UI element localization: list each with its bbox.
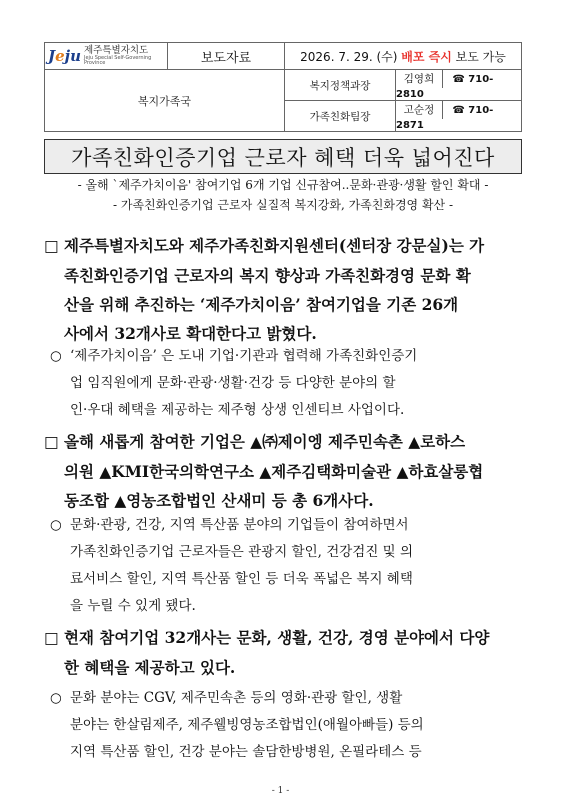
paragraph-line: 올해 새롭게 참여한 기업은 ▲㈜제이엥 제주민속촌 ▲로하스: [64, 432, 466, 451]
release-info: [285, 43, 522, 70]
headline: 가족친화인증기업 근로자 혜택 더욱 넓어진다: [44, 139, 522, 174]
press-header-table: [44, 42, 522, 132]
jeju-logo: [48, 46, 164, 66]
paragraph-line: 지역 특산품 할인, 건강 분야는 솔담한방병원, 온필라테스 등: [70, 744, 422, 760]
logo-name-en: Jeju Special Self-Governing Province: [84, 54, 152, 66]
square-bullet-icon: □: [44, 629, 59, 647]
doc-type: 보도자료: [168, 43, 285, 70]
paragraph-line: 료서비스 할인, 지역 특산품 할인 등 더욱 폭넓은 복지 혜택: [70, 571, 413, 587]
circle-bullet-icon: ○: [50, 348, 62, 364]
embargo-label: 배포 즉시: [401, 49, 452, 64]
contact-name-1: 김영희: [396, 70, 443, 88]
paragraph-line: 문화 분야는 CGV, 제주민속촌 등의 영화·관광 할인, 생활: [70, 690, 403, 706]
circle-bullet-icon: ○: [50, 517, 62, 533]
paragraph-4: [44, 512, 524, 620]
paragraph-6: [44, 685, 524, 766]
logo-name-ko: 제주특별자치도: [84, 44, 149, 56]
paragraph-line: 한 혜택을 제공하고 있다.: [64, 658, 236, 677]
paragraph-1: [44, 231, 524, 348]
jeju-logo-mark: Jeju: [48, 47, 81, 65]
contact-row-2: [396, 101, 522, 132]
embargo-suffix: 보도 가능: [455, 49, 506, 64]
subtitle-1: - 올해 `제주가치이음' 참여기업 6개 기업 신규참여..문화·관광·생활 할인 확대 -: [77, 178, 489, 192]
paragraph-line: 사에서 32개사로 확대한다고 밝혔다.: [64, 324, 317, 343]
subtitle-2: - 가족친화인증기업 근로자 실질적 복지강화, 가족친화경영 확산 -: [112, 198, 454, 212]
paragraph-line: 산을 위해 추진하는 ‘제주가치이음’ 참여기업을 기존 26개: [64, 295, 459, 314]
paragraph-line: ‘제주가치이음’ 은 도내 기업·기관과 협력해 가족친화인증기: [70, 348, 418, 364]
paragraph-3: [44, 427, 524, 515]
paragraph-line: 문화·관광, 건강, 지역 특산품 분야의 기업들이 참여하면서: [70, 517, 409, 533]
square-bullet-icon: □: [44, 433, 59, 451]
paragraph-line: 제주특별자치도와 제주가족친화지원센터(센터장 강문실)는 가: [64, 236, 485, 255]
logo-cell: [45, 43, 168, 70]
bureau: 복지가족국: [45, 70, 285, 132]
paragraph-line: 족친화인증기업 근로자의 복지 향상과 가족친화경영 문화 확: [64, 266, 471, 285]
paragraph-line: 가족친화인증기업 근로자들은 관광지 할인, 건강검진 및 의: [70, 544, 414, 560]
circle-bullet-icon: ○: [50, 690, 62, 706]
paragraph-2: [44, 343, 524, 424]
paragraph-line: 동조합 ▲영농조합법인 산새미 등 총 6개사다.: [64, 491, 374, 510]
release-date: 2026. 7. 29. (수): [300, 49, 398, 64]
square-bullet-icon: □: [44, 237, 59, 255]
contact-phone-1: ☎ 710-2810: [396, 74, 494, 100]
contact-row-1: [396, 70, 522, 101]
contact-name-2: 고순정: [396, 101, 443, 119]
paragraph-line: 업 임직원에게 문화·관광·생활·건강 등 다양한 분야의 할: [70, 375, 396, 391]
paragraph-line: 을 누릴 수 있게 됐다.: [70, 598, 196, 614]
page-number: - 1 -: [271, 786, 290, 796]
paragraph-line: 현재 참여기업 32개사는 문화, 생활, 건강, 경영 분야에서 다양: [64, 628, 490, 647]
paragraph-5: [44, 623, 524, 682]
paragraph-line: 의원 ▲KMI한국의학연구소 ▲제주김택화미술관 ▲하효살롱협: [64, 462, 484, 481]
contact-phone-2: ☎ 710-2871: [396, 105, 494, 131]
paragraph-line: 인·우대 혜택을 제공하는 제주형 상생 인센티브 사업이다.: [70, 402, 405, 418]
paragraph-line: 분야는 한살림제주, 제주웰빙영농조합법인(애월아빠들) 등의: [70, 717, 424, 733]
contact-dept-2: 가족친화팀장: [285, 101, 396, 132]
contact-dept-1: 복지정책과장: [285, 70, 396, 101]
